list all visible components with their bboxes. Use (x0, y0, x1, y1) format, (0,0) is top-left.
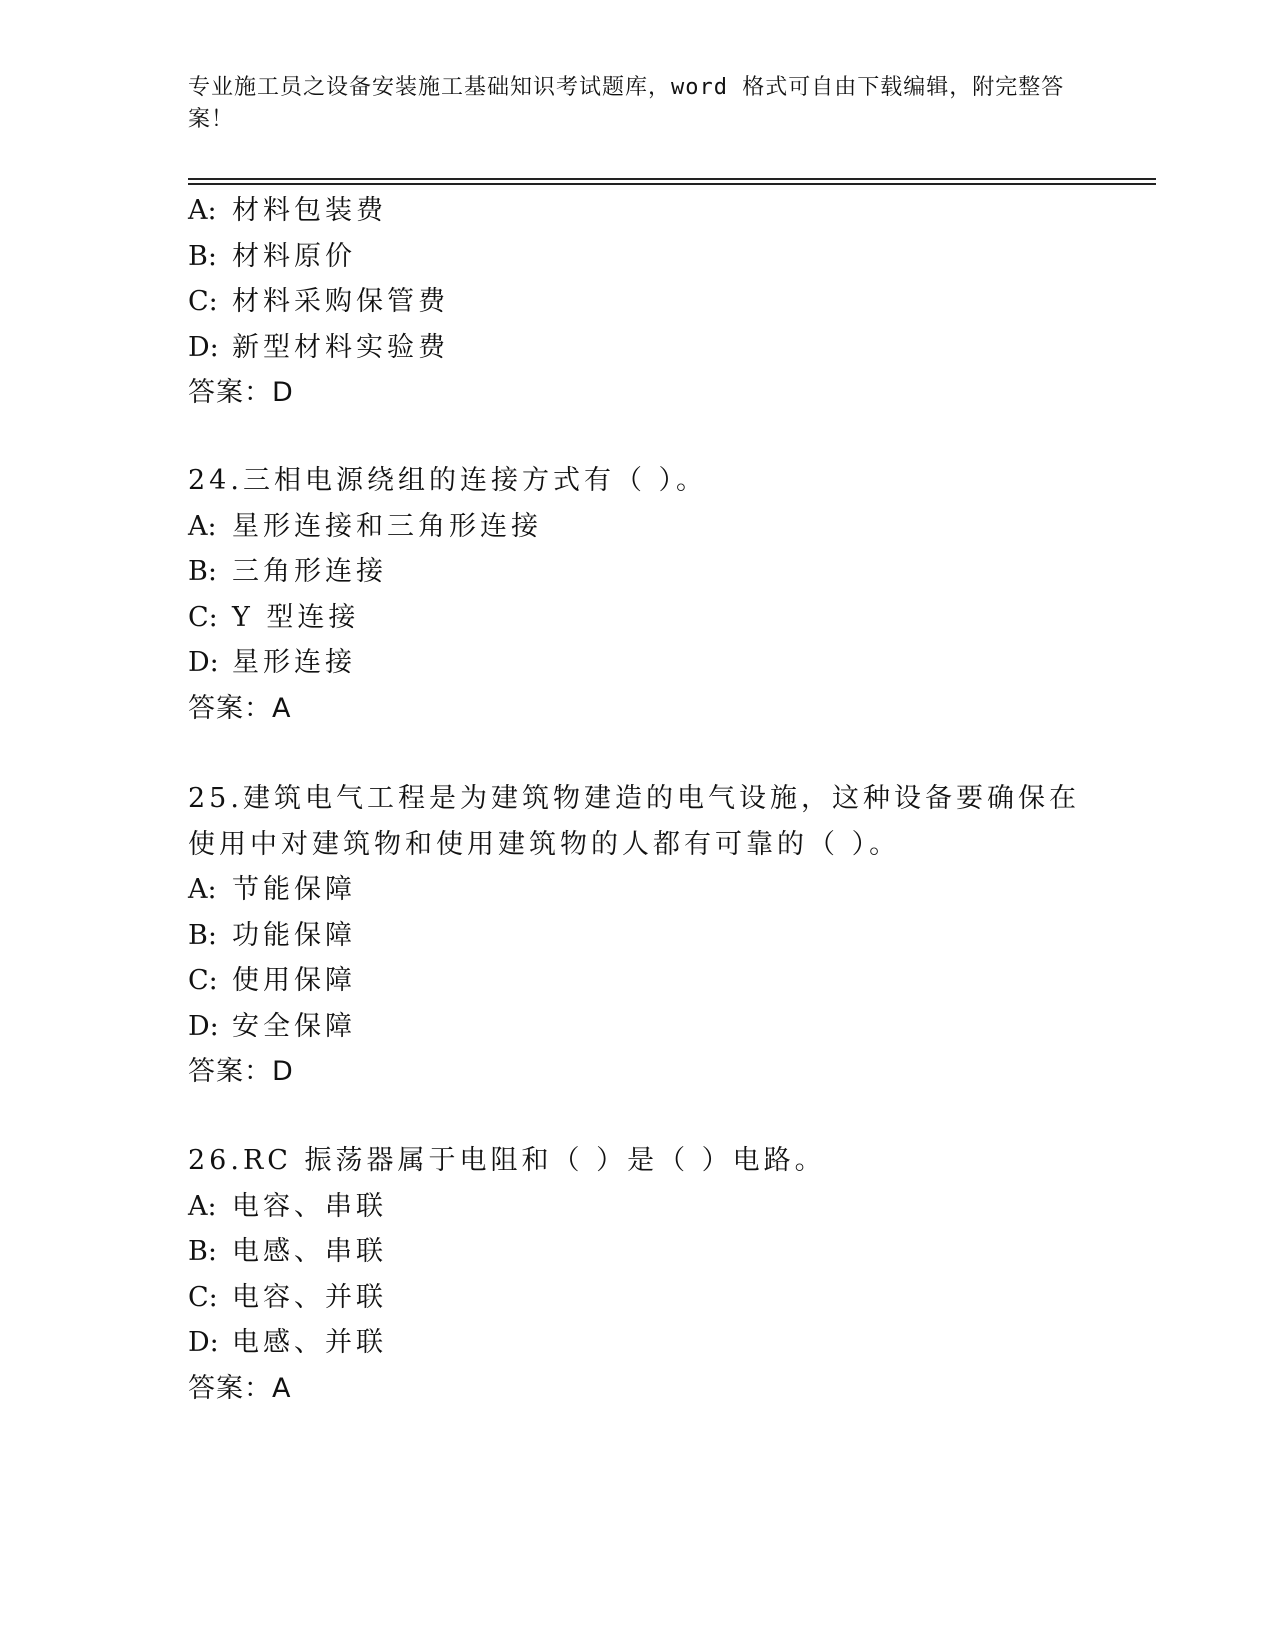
option-label: D: (188, 1327, 219, 1358)
option-text: 安全保障 (232, 1010, 356, 1042)
header-rule-bottom (188, 183, 1156, 185)
question-25 (188, 776, 1088, 1095)
option-label: C: (188, 965, 218, 996)
option-c (188, 958, 1088, 1004)
option-text: 电感、并联 (232, 1327, 387, 1358)
option-label: B: (188, 240, 217, 272)
option-text: 星形连接和三角形连接 (232, 510, 542, 542)
option-label: C: (188, 1281, 218, 1313)
option-d (188, 1004, 1088, 1050)
option-a (188, 867, 1088, 913)
option-label: D: (188, 647, 219, 678)
question-text: 24.三相电源绕组的连接方式有（ ）。 (188, 465, 708, 496)
option-label: A: (188, 195, 217, 226)
option-label: D: (188, 331, 219, 363)
answer-line: 答案：A (188, 1372, 292, 1404)
option-c (188, 595, 1088, 641)
option-b (188, 234, 1088, 280)
option-a (188, 1184, 1088, 1230)
option-label: D: (188, 1010, 219, 1042)
option-text: 节能保障 (232, 874, 356, 905)
option-d (188, 1320, 1088, 1366)
document-header: 专业施工员之设备安装施工基础知识考试题库，word 格式可自由下载编辑，附完整答案！ (188, 75, 1065, 132)
question-26 (188, 1138, 1088, 1411)
option-b (188, 1229, 1088, 1275)
answer-line: 答案：A (188, 692, 292, 724)
option-text: 电容、串联 (232, 1190, 387, 1222)
header-rule-top (188, 178, 1156, 180)
option-text: 电容、并联 (232, 1281, 387, 1313)
answer-line: 答案：D (188, 377, 294, 408)
option-b (188, 549, 1088, 595)
option-label: B: (188, 919, 217, 951)
option-text: 新型材料实验费 (232, 331, 449, 363)
question-24 (188, 458, 1088, 731)
option-label: A: (188, 874, 217, 905)
option-a (188, 504, 1088, 550)
option-text: 使用保障 (232, 965, 356, 996)
option-text: Y 型连接 (232, 601, 360, 633)
question-23 (188, 188, 1088, 416)
option-text: 材料采购保管费 (232, 286, 449, 317)
option-c (188, 279, 1088, 325)
answer-line: 答案：D (188, 1056, 294, 1087)
option-text: 材料原价 (232, 240, 356, 272)
option-label: B: (188, 1236, 217, 1267)
option-text: 电感、串联 (232, 1236, 387, 1267)
option-text: 星形连接 (232, 647, 356, 678)
option-text: 材料包装费 (232, 195, 387, 226)
option-d (188, 325, 1088, 371)
option-b (188, 913, 1088, 959)
question-text: 26.RC 振荡器属于电阻和（ ）是（ ）电路。 (188, 1145, 826, 1176)
option-d (188, 640, 1088, 686)
option-label: A: (188, 510, 217, 542)
option-text: 功能保障 (232, 919, 356, 951)
option-label: C: (188, 601, 218, 633)
option-label: C: (188, 286, 218, 317)
option-label: A: (188, 1190, 217, 1222)
option-a (188, 188, 1088, 234)
option-c (188, 1275, 1088, 1321)
option-label: B: (188, 556, 217, 587)
option-text: 三角形连接 (232, 556, 387, 587)
question-text: 25.建筑电气工程是为建筑物建造的电气设施，这种设备要确保在使用中对建筑物和使用建筑物的人都有可靠的（ ）。 (188, 783, 1080, 860)
